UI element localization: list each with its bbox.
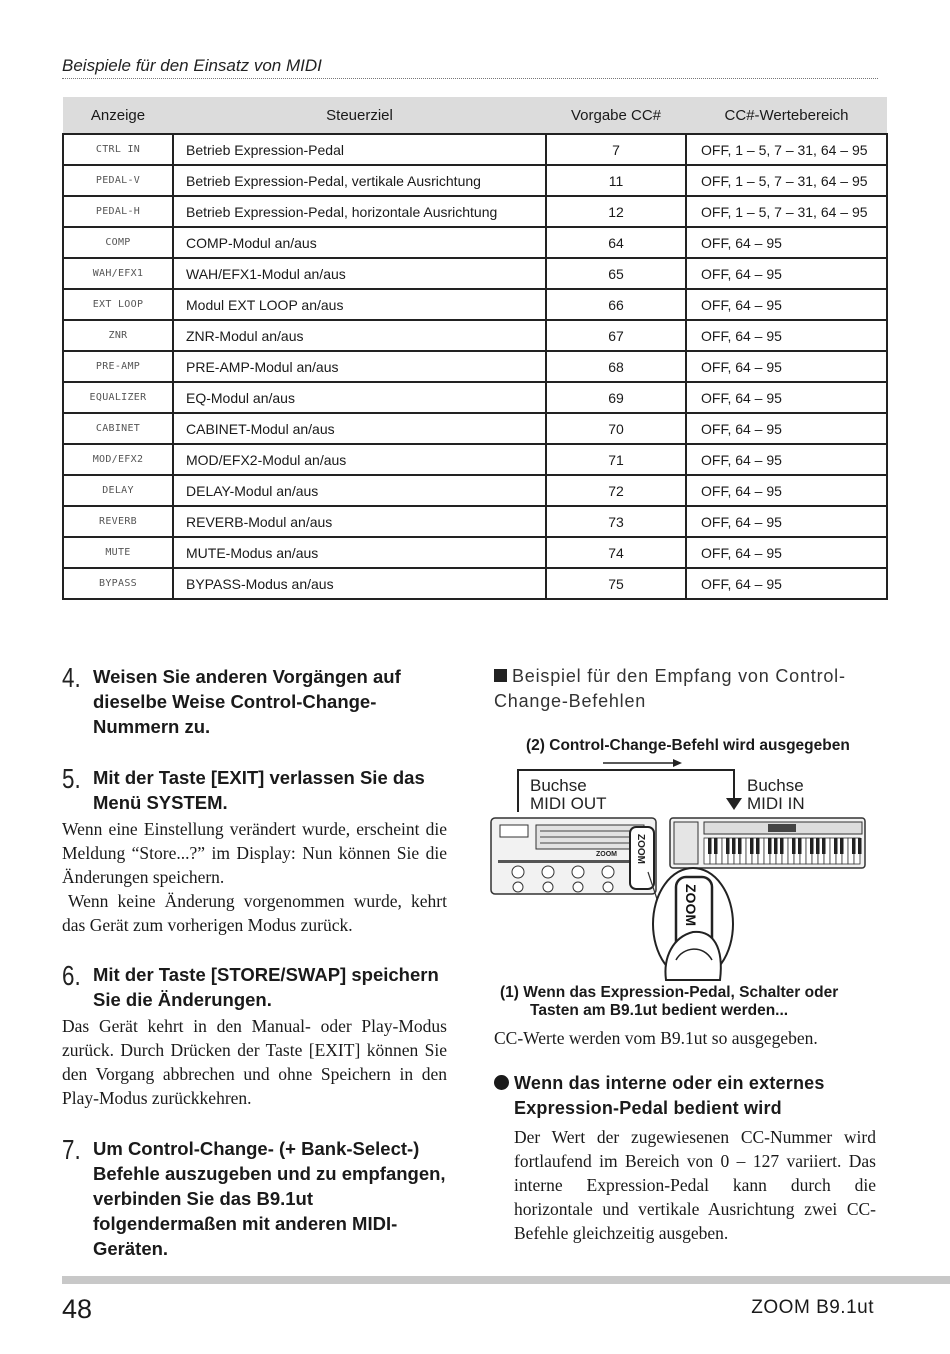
col-header-range: CC#-Wertebereich (686, 97, 887, 134)
step-heading: Mit der Taste [EXIT] verlassen Sie das Menü SYSTEM. (93, 767, 425, 813)
display-cell: PEDAL-V (63, 165, 173, 196)
target-cell: Modul EXT LOOP an/aus (173, 289, 546, 320)
footer-divider (62, 1276, 950, 1284)
target-cell: Betrieb Expression-Pedal, vertikale Ausrichtung (173, 165, 546, 196)
range-cell: OFF, 64 – 95 (686, 351, 887, 382)
black-key (738, 838, 742, 854)
target-cell: Betrieb Expression-Pedal, horizontale Ausrichtung (173, 196, 546, 227)
range-cell: OFF, 64 – 95 (686, 568, 887, 599)
round-bullet-icon (494, 1075, 509, 1090)
col-header-target: Steuerziel (173, 97, 546, 134)
target-cell: MOD/EFX2-Modul an/aus (173, 444, 546, 475)
step-4 (62, 664, 447, 739)
display-cell: EQUALIZER (63, 382, 173, 413)
keyboard-keys (704, 838, 862, 864)
cc-number-cell: 65 (546, 258, 686, 289)
target-cell: COMP-Modul an/aus (173, 227, 546, 258)
step-number: 5. (62, 763, 81, 794)
display-cell: MUTE (63, 537, 173, 568)
target-cell: CABINET-Modul an/aus (173, 413, 546, 444)
cc-number-cell: 72 (546, 475, 686, 506)
range-cell: OFF, 64 – 95 (686, 413, 887, 444)
cc-number-cell: 74 (546, 537, 686, 568)
step-heading: Weisen Sie anderen Vorgängen auf dieselbe Weise Control-Change-Nummern zu. (93, 666, 401, 737)
target-cell: REVERB-Modul an/aus (173, 506, 546, 537)
cc-number-cell: 67 (546, 320, 686, 351)
range-cell: OFF, 64 – 95 (686, 506, 887, 537)
table-row (63, 289, 887, 320)
black-key (780, 838, 784, 854)
section-title: Beispiele für den Einsatz von MIDI (62, 56, 878, 79)
example-heading (494, 664, 884, 714)
range-cell: OFF, 64 – 95 (686, 289, 887, 320)
range-cell: OFF, 64 – 95 (686, 227, 887, 258)
range-cell: OFF, 1 – 5, 7 – 31, 64 – 95 (686, 196, 887, 227)
cc-number-cell: 68 (546, 351, 686, 382)
bullet-body: Der Wert der zugewiesenen CC-Nummer wird fortlaufend im Bereich von 0 – 127 variiert. Das interne Expression-Pedal kann durch die horizontale und vertikale Ausrichtung zwei CC-Befehle gleichzeitig ausgeben. (514, 1127, 876, 1243)
caption-line-1: (1) Wenn das Expression-Pedal, Schalter oder (500, 984, 839, 1001)
step-body: Wenn eine Einstellung verändert wurde, erscheint die Meldung “Store...?” im Display: Nun können Sie die Änderungen speichern. (62, 819, 447, 887)
bullet-heading-line-1: Wenn das interne oder ein externes (514, 1073, 825, 1093)
step-number: 6. (62, 960, 81, 991)
display-cell: COMP (63, 227, 173, 258)
cc-output-note: CC-Werte werden vom B9.1ut so ausgegeben. (494, 1028, 818, 1048)
table-row (63, 444, 887, 475)
black-key (840, 838, 844, 854)
bullet-heading (494, 1071, 889, 1121)
b9-effect-pedal-illustration (491, 818, 656, 894)
display-cell: DELAY (63, 475, 173, 506)
step-5 (62, 765, 447, 937)
magnified-brand-text: ZOOM (683, 884, 699, 926)
keyboard-synth-illustration (670, 818, 865, 868)
cc-table (62, 97, 888, 600)
cc-number-cell: 75 (546, 568, 686, 599)
black-key (852, 838, 856, 854)
range-cell: OFF, 64 – 95 (686, 475, 887, 506)
black-key (768, 838, 772, 854)
target-cell: BYPASS-Modus an/aus (173, 568, 546, 599)
table-row (63, 568, 887, 599)
cc-number-cell: 64 (546, 227, 686, 258)
table-row (63, 351, 887, 382)
display-cell: REVERB (63, 506, 173, 537)
table-row (63, 475, 887, 506)
range-cell: OFF, 1 – 5, 7 – 31, 64 – 95 (686, 165, 887, 196)
midi-out-label-2: MIDI OUT (530, 794, 607, 813)
step-number: 7. (62, 1134, 81, 1165)
black-key (714, 838, 718, 854)
midi-in-label-2: MIDI IN (747, 794, 805, 813)
black-key (726, 838, 730, 854)
target-cell: ZNR-Modul an/aus (173, 320, 546, 351)
step-body: Wenn keine Änderung vorgenommen wurde, kehrt das Gerät zum vorherigen Modus zurück. (62, 891, 447, 935)
display-cell: WAH/EFX1 (63, 258, 173, 289)
black-key (810, 838, 814, 854)
black-key (834, 838, 838, 854)
model-name: ZOOM B9.1ut (751, 1297, 874, 1318)
display-cell: EXT LOOP (63, 289, 173, 320)
range-cell: OFF, 64 – 95 (686, 537, 887, 568)
black-key (816, 838, 820, 854)
range-cell: OFF, 64 – 95 (686, 320, 887, 351)
range-cell: OFF, 64 – 95 (686, 258, 887, 289)
target-cell: PRE-AMP-Modul an/aus (173, 351, 546, 382)
cc-number-cell: 73 (546, 506, 686, 537)
table-row (63, 320, 887, 351)
step-heading: Mit der Taste [STORE/SWAP] speichern Sie die Änderungen. (93, 964, 439, 1010)
table-row (63, 134, 887, 165)
table-row (63, 258, 887, 289)
bullet-heading-line-2: Expression-Pedal bedient wird (514, 1098, 782, 1118)
step-number: 4. (62, 662, 81, 693)
cc-number-cell: 12 (546, 196, 686, 227)
table-row (63, 196, 887, 227)
range-cell: OFF, 1 – 5, 7 – 31, 64 – 95 (686, 134, 887, 165)
table-row (63, 165, 887, 196)
black-key (708, 838, 712, 854)
midi-in-label-1: Buchse (747, 776, 804, 795)
pedal-model-text: ZOOM (635, 834, 646, 864)
range-cell: OFF, 64 – 95 (686, 444, 887, 475)
cc-number-cell: 7 (546, 134, 686, 165)
black-key (774, 838, 778, 854)
table-header-row (63, 97, 887, 134)
table-row (63, 537, 887, 568)
cc-number-cell: 66 (546, 289, 686, 320)
table-row (63, 382, 887, 413)
col-header-display: Anzeige (63, 97, 173, 134)
table-body (63, 134, 887, 599)
step-7 (62, 1136, 447, 1261)
black-key (792, 838, 796, 854)
target-cell: DELAY-Modul an/aus (173, 475, 546, 506)
square-bullet-icon (494, 669, 507, 682)
arrow-right-icon (603, 759, 682, 767)
page-number: 48 (62, 1294, 93, 1324)
black-key (822, 838, 826, 854)
cc-number-cell: 69 (546, 382, 686, 413)
cc-number-cell: 11 (546, 165, 686, 196)
midi-connection-diagram (488, 732, 888, 982)
display-cell: MOD/EFX2 (63, 444, 173, 475)
range-cell: OFF, 64 – 95 (686, 382, 887, 413)
target-cell: MUTE-Modus an/aus (173, 537, 546, 568)
target-cell: WAH/EFX1-Modul an/aus (173, 258, 546, 289)
cc-number-cell: 70 (546, 413, 686, 444)
table-row (63, 413, 887, 444)
diagram-label-output: (2) Control-Change-Befehl wird ausgegeben (526, 737, 850, 754)
display-cell: ZNR (63, 320, 173, 351)
example-title: Beispiel für den Empfang von Control-Change-Befehlen (494, 666, 846, 711)
table-row (63, 506, 887, 537)
diagram-caption (500, 984, 890, 1020)
target-cell: Betrieb Expression-Pedal (173, 134, 546, 165)
display-cell: BYPASS (63, 568, 173, 599)
display-cell: CABINET (63, 413, 173, 444)
pedal-brand-text: ZOOM (596, 851, 617, 858)
black-key (756, 838, 760, 854)
black-key (858, 838, 862, 854)
caption-line-2: Tasten am B9.1ut bedient werden... (530, 1002, 789, 1019)
display-cell: PRE-AMP (63, 351, 173, 382)
step-heading: Um Control-Change- (+ Bank-Select-) Befehle auszugeben und zu empfangen, verbinden Sie das B9.1ut folgendermaßen mit anderen MIDI-Geräten. (93, 1138, 446, 1259)
midi-out-label-1: Buchse (530, 776, 587, 795)
step-6 (62, 962, 447, 1110)
table-row (63, 227, 887, 258)
cc-number-cell: 71 (546, 444, 686, 475)
col-header-cc: Vorgabe CC# (546, 97, 686, 134)
display-cell: CTRL IN (63, 134, 173, 165)
black-key (798, 838, 802, 854)
black-key (732, 838, 736, 854)
target-cell: EQ-Modul an/aus (173, 382, 546, 413)
display-cell: PEDAL-H (63, 196, 173, 227)
magnifier-foot-illustration (648, 868, 733, 980)
black-key (750, 838, 754, 854)
step-body: Das Gerät kehrt in den Manual- oder Play-Modus zurück. Durch Drücken der Taste [EXIT] können Sie den Vorgang abbrechen und ohne Speichern in den Play-Modus zurückkehren. (62, 1016, 447, 1108)
